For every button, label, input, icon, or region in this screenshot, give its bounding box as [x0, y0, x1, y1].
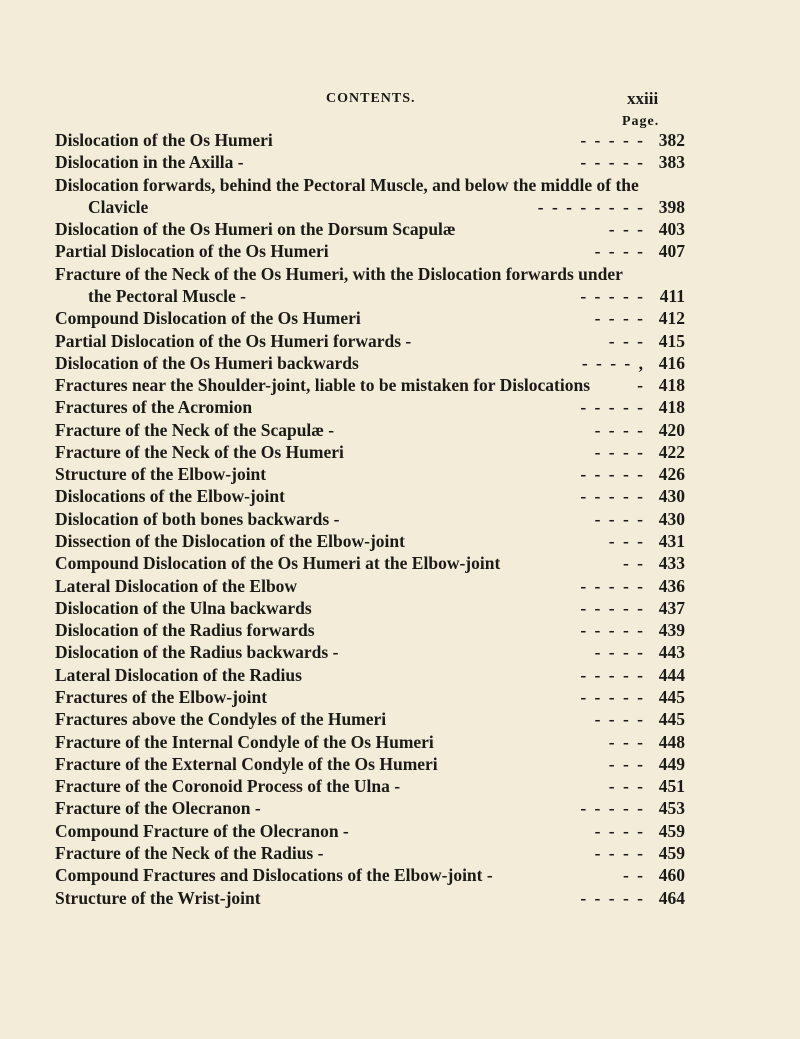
toc-entry-leaders: - - - - -	[580, 620, 645, 641]
toc-entry-title: Structure of the Elbow-joint	[55, 464, 267, 485]
toc-entry	[55, 843, 685, 865]
toc-entry-title: Compound Dislocation of the Os Humeri at the Elbow-joint	[55, 553, 501, 574]
toc-entry	[55, 464, 685, 486]
toc-entry	[55, 264, 685, 286]
toc-entry-leaders: - - - - -	[580, 597, 645, 618]
toc-entry-title: Dislocations of the Elbow-joint	[55, 486, 285, 507]
toc-entry-leaders: - - - - -	[580, 575, 645, 596]
toc-entry-title: Compound Fractures and Dislocations of the Elbow-joint -	[55, 865, 493, 886]
toc-entry	[55, 130, 685, 152]
toc-entry-page: 439	[658, 620, 685, 641]
toc-entry-leaders: - -	[622, 553, 645, 574]
toc-entry	[55, 375, 685, 397]
toc-entry-page: 418	[658, 375, 685, 396]
toc-entry-leaders: - - - - - - - -	[537, 196, 645, 217]
toc-entry-title: Fractures near the Shoulder-joint, liable to be mistaken for Dislocations	[55, 375, 591, 396]
toc-entry-title: Dislocation of the Radius forwards	[55, 620, 315, 641]
toc-entry-leaders: - - - - -	[580, 486, 645, 507]
toc-entry	[55, 553, 685, 575]
toc-entry-title: Dislocation of the Os Humeri backwards	[55, 352, 359, 373]
toc-entry-leaders: - - - - -	[580, 464, 645, 485]
toc-entry	[55, 821, 685, 843]
toc-entry-title: Compound Dislocation of the Os Humeri	[55, 308, 361, 329]
toc-entry-page: 412	[658, 308, 685, 329]
toc-entry-page: 403	[658, 219, 685, 240]
toc-entry-page: 415	[658, 330, 685, 351]
toc-entry-title: Dislocation of the Os Humeri	[55, 130, 273, 150]
toc-entry-page: 464	[658, 887, 685, 908]
toc-entry-page: 430	[658, 508, 685, 529]
toc-entry-title: Dislocation of both bones backwards -	[55, 508, 340, 529]
toc-entry-title: Compound Fracture of the Olecranon -	[55, 820, 349, 841]
toc-entry	[55, 420, 685, 442]
toc-entry	[55, 331, 685, 353]
toc-entry-page: 460	[658, 865, 685, 886]
toc-entry-leaders: -	[637, 375, 645, 396]
toc-entry-leaders: - - -	[608, 753, 645, 774]
toc-entry-page: 411	[659, 285, 685, 306]
toc-entry-leaders: - - - - -	[580, 798, 645, 819]
toc-entry-leaders: - - - - -	[580, 152, 645, 173]
toc-entry-page: 443	[658, 642, 685, 663]
toc-entry	[55, 865, 685, 887]
toc-entry	[55, 442, 685, 464]
toc-entry-leaders: - - - -	[594, 842, 645, 863]
toc-entry-title: Fracture of the Neck of the Os Humeri	[55, 441, 344, 462]
toc-entry	[55, 732, 685, 754]
toc-entry-title: Fracture of the Neck of the Scapulæ -	[55, 419, 335, 440]
toc-entry	[55, 576, 685, 598]
toc-entry	[88, 197, 685, 219]
toc-entry-title: Partial Dislocation of the Os Humeri	[55, 241, 329, 262]
toc-entry-leaders: - -	[622, 865, 645, 886]
toc-entry-title: Fracture of the Neck of the Os Humeri, with the Dislocation forwards under	[55, 263, 623, 284]
toc-entry	[55, 486, 685, 508]
toc-entry-title: Fracture of the Internal Condyle of the Os Humeri	[55, 731, 434, 752]
toc-entry-title: Fractures above the Condyles of the Humeri	[55, 709, 387, 730]
toc-entry-title: Partial Dislocation of the Os Humeri forwards -	[55, 330, 412, 351]
toc-entry-leaders: - - - - -	[580, 664, 645, 685]
toc-entry-leaders: - - - - -	[580, 285, 645, 306]
toc-entry-leaders: - - - - -	[580, 130, 645, 150]
toc-entry-page: 437	[658, 597, 685, 618]
toc-entry	[55, 776, 685, 798]
toc-entry-title: the Pectoral Muscle -	[88, 285, 246, 306]
toc-entry-page: 418	[658, 397, 685, 418]
toc-entry-page: 426	[658, 464, 685, 485]
toc-entry-title: Fractures of the Elbow-joint	[55, 687, 268, 707]
toc-entry	[55, 620, 685, 642]
running-title: CONTENTS.	[326, 91, 416, 106]
toc-entry	[55, 353, 685, 375]
toc-entry-page: 436	[658, 575, 685, 596]
toc-entry-page: 453	[658, 798, 685, 819]
toc-entry	[55, 308, 685, 330]
toc-entry-page: 430	[658, 486, 685, 507]
toc-entry-leaders: - - -	[608, 776, 645, 797]
toc-entry-leaders: - - - -	[594, 241, 645, 262]
toc-entry-title: Fracture of the External Condyle of the Os Humeri	[55, 753, 438, 774]
toc-entry-leaders: - - -	[608, 219, 645, 240]
toc-entry	[55, 687, 685, 709]
toc-entry-page: 445	[658, 687, 685, 707]
toc-entry-page: 431	[658, 531, 685, 552]
toc-entry-page: 445	[658, 709, 685, 730]
toc-entry-page: 451	[658, 776, 685, 797]
toc-entry-leaders: - - - - ,	[581, 352, 645, 373]
toc-entry-leaders: - - - -	[594, 820, 645, 841]
page-number: xxiii	[627, 89, 659, 108]
toc-entry	[55, 152, 685, 174]
toc-entry-title: Dislocation of the Ulna backwards	[55, 597, 312, 618]
toc-entry-leaders: - - -	[608, 531, 645, 552]
toc-entry	[55, 241, 685, 263]
toc-entry	[55, 709, 685, 731]
toc-entry-page: 459	[658, 842, 685, 863]
toc-entry-leaders: - - - - -	[580, 887, 645, 908]
toc-entry-title: Lateral Dislocation of the Elbow	[55, 575, 298, 596]
toc-entry	[55, 754, 685, 776]
toc-entry-title: Dislocation forwards, behind the Pectoral Muscle, and below the middle of the	[55, 174, 639, 195]
toc-entry	[55, 175, 685, 197]
toc-entry-title: Fracture of the Olecranon -	[55, 798, 261, 819]
toc-entry	[55, 798, 685, 820]
toc-entry-leaders: - - - - -	[580, 687, 645, 707]
toc-entry-page: 448	[658, 731, 685, 752]
toc-entry-page: 382	[658, 130, 685, 150]
running-head	[0, 91, 800, 111]
toc-entry-page: 422	[658, 441, 685, 462]
page-column-heading: Page.	[622, 114, 660, 129]
toc-entry-leaders: - - - -	[594, 709, 645, 730]
toc-entry	[55, 642, 685, 664]
toc-entry-page: 444	[658, 664, 685, 685]
toc-entry-title: Structure of the Wrist-joint	[55, 887, 261, 908]
toc-entry	[55, 219, 685, 241]
toc-entry-title: Dislocation of the Radius backwards -	[55, 642, 339, 663]
toc-entry-page: 449	[658, 753, 685, 774]
toc-entry	[55, 509, 685, 531]
toc-entry-title: Dislocation of the Os Humeri on the Dorsum Scapulæ	[55, 219, 456, 240]
toc-entry-leaders: - - - -	[594, 308, 645, 329]
toc-entry	[55, 665, 685, 687]
toc-entry-title: Dislocation in the Axilla -	[55, 152, 244, 173]
toc-entry-page: 433	[658, 553, 685, 574]
toc-entry	[55, 531, 685, 553]
toc-entry	[88, 286, 685, 308]
toc-entry-title: Fracture of the Neck of the Radius -	[55, 842, 324, 863]
toc-entry-title: Lateral Dislocation of the Radius	[55, 664, 302, 685]
toc-entry-page: 416	[658, 352, 685, 373]
toc-entry-leaders: - - - -	[594, 642, 645, 663]
toc-entry-leaders: - - -	[608, 731, 645, 752]
toc-entry	[55, 888, 685, 910]
toc-entry-title: Clavicle	[88, 196, 149, 217]
toc-entry-leaders: - - - - -	[580, 397, 645, 418]
toc-entry-title: Fractures of the Acromion	[55, 397, 253, 418]
toc-entry-leaders: - - - -	[594, 441, 645, 462]
toc-entry-page: 383	[658, 152, 685, 173]
toc-entry-page: 407	[658, 241, 685, 262]
toc-entry-page: 420	[658, 419, 685, 440]
toc-entry-title: Dissection of the Dislocation of the Elbow-joint	[55, 531, 405, 552]
toc-entry	[55, 397, 685, 419]
toc-entry-leaders: - - - -	[594, 419, 645, 440]
toc-entry-leaders: - - - -	[594, 508, 645, 529]
toc-entry	[55, 598, 685, 620]
toc-entry-page: 398	[658, 196, 685, 217]
toc-entry-page: 459	[658, 820, 685, 841]
toc-entry-leaders: - - -	[608, 330, 645, 351]
toc-entry-title: Fracture of the Coronoid Process of the Ulna -	[55, 776, 401, 797]
